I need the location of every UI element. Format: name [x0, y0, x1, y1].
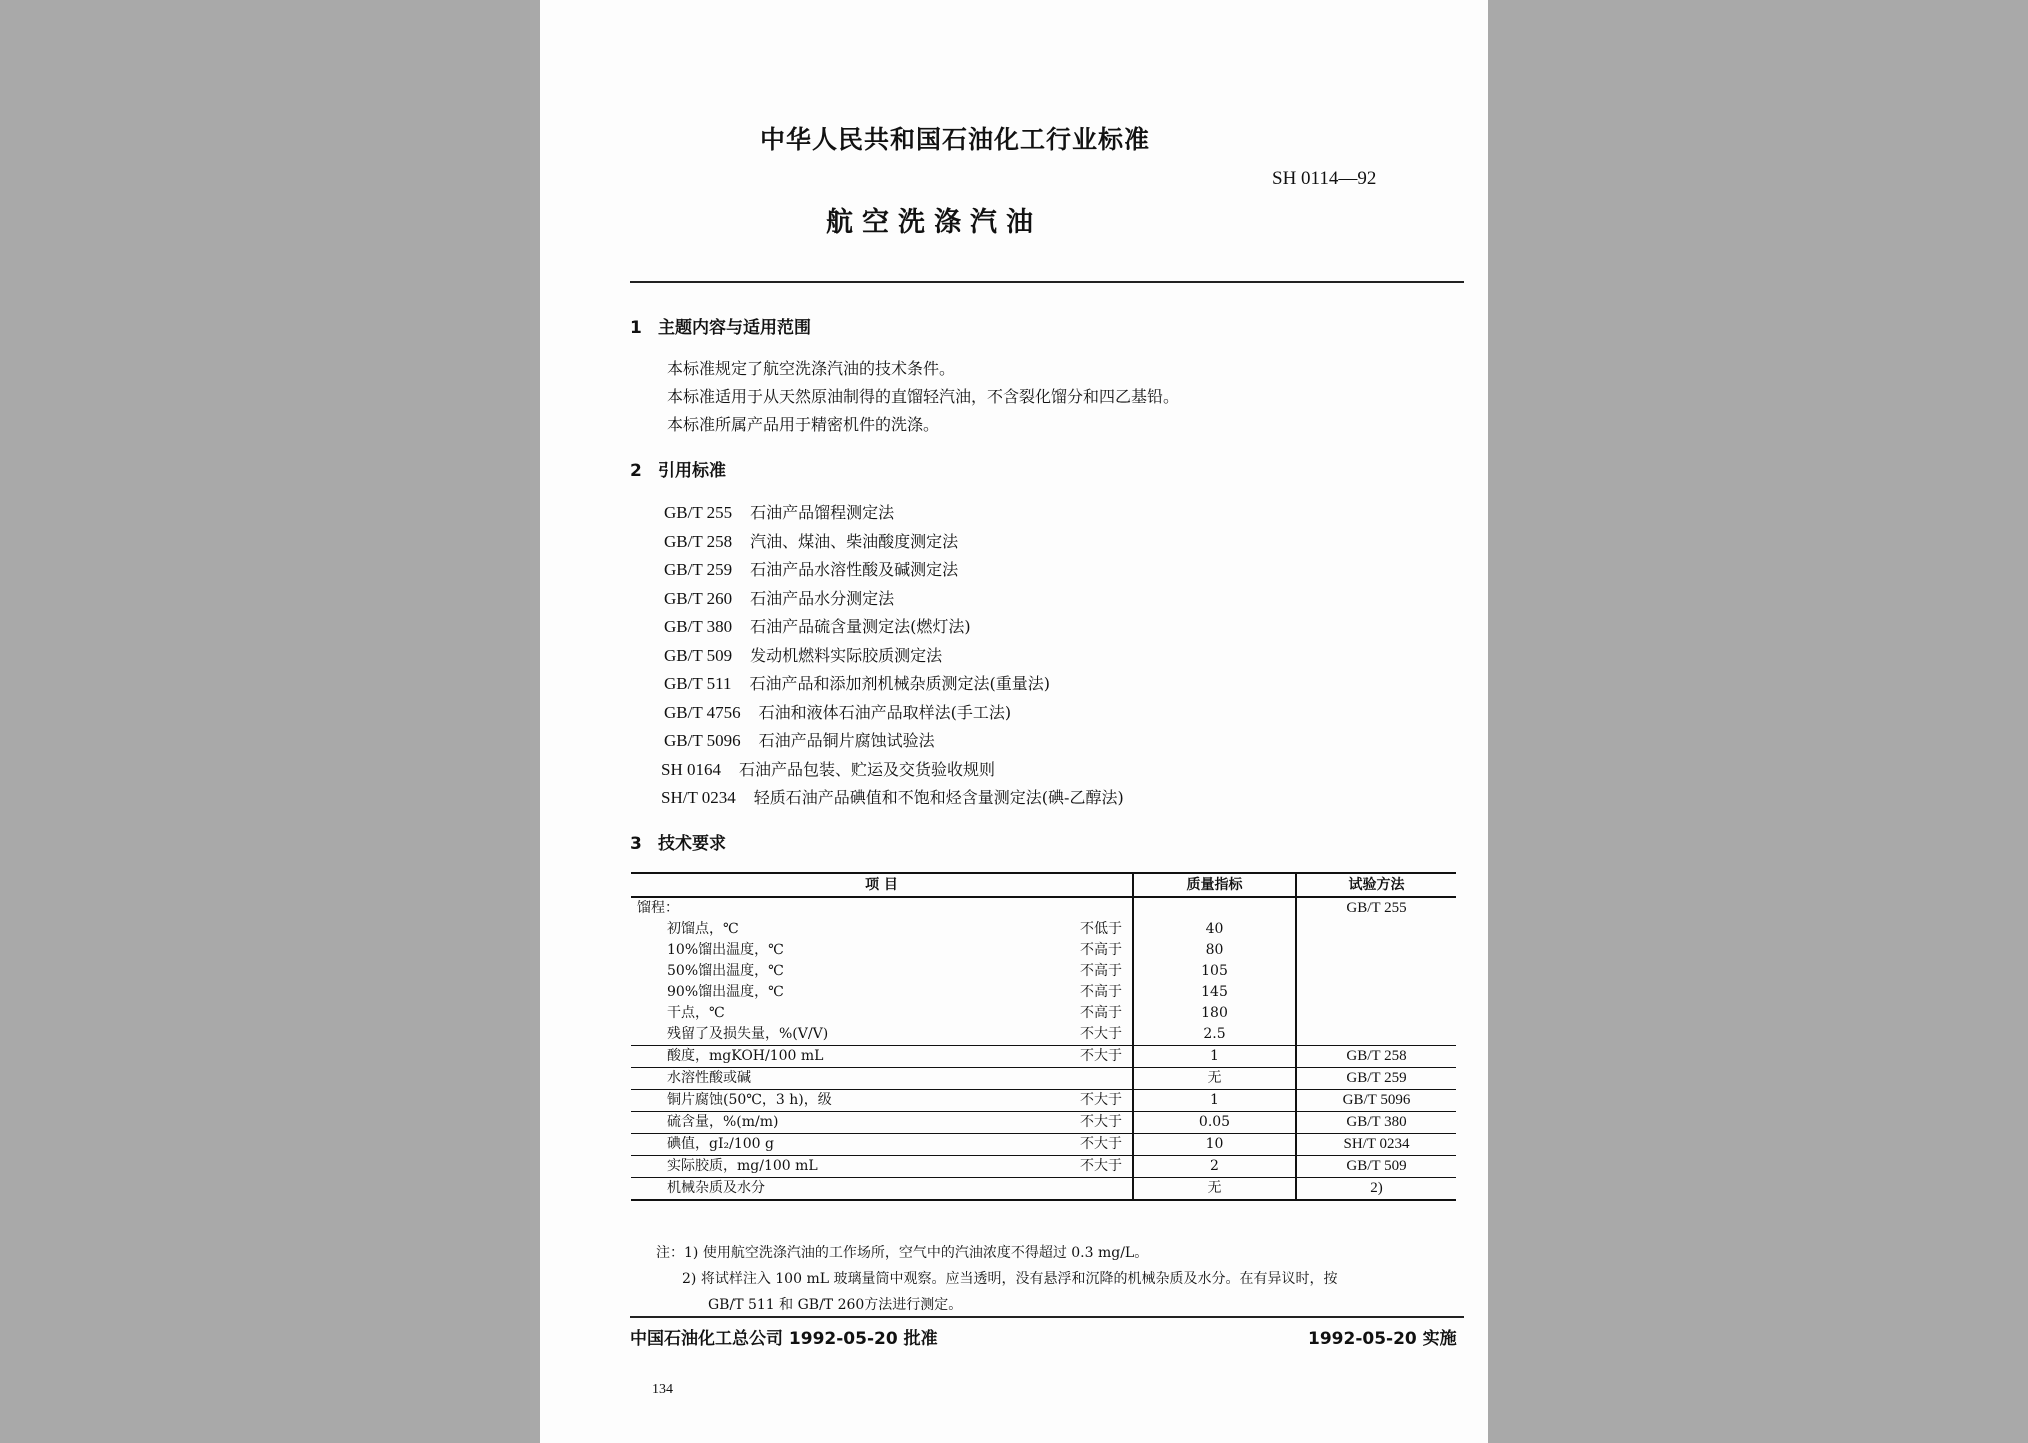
item-value: 2: [1133, 1156, 1296, 1178]
item-method: 2): [1370, 1180, 1383, 1196]
reference-code: GB/T 5096: [664, 731, 741, 750]
item-value: 180: [1133, 1003, 1296, 1024]
reference-item: [664, 500, 894, 523]
item-method: GB/T 5096: [1296, 1090, 1456, 1112]
table-row: [631, 982, 1456, 1003]
page-number: 134: [652, 1382, 673, 1397]
section-title: 技术要求: [658, 834, 726, 854]
reference-name: 石油产品水溶性酸及碱测定法: [750, 560, 959, 579]
distillation-method: GB/T 255: [1346, 900, 1407, 916]
table-row: [631, 897, 1456, 919]
reference-code: GB/T 260: [664, 589, 733, 608]
table-row: [631, 1178, 1456, 1201]
distillation-label: 馏程：: [631, 897, 1133, 919]
item-value: 80: [1133, 940, 1296, 961]
reference-code: GB/T 511: [664, 674, 732, 693]
section-title: 引用标准: [658, 461, 726, 481]
item-limit: 不大于: [1080, 1136, 1122, 1152]
item-name: 50%馏出温度，℃: [667, 963, 784, 979]
reference-code: GB/T 255: [664, 503, 733, 522]
item-name: 酸度，mgKOH/100 mL: [667, 1048, 824, 1064]
note-1: 注：1) 使用航空洗涤汽油的工作场所，空气中的汽油浓度不得超过 0.3 mg/L。: [656, 1245, 1149, 1261]
item-limit: [1122, 1178, 1126, 1199]
item-value: 10: [1133, 1134, 1296, 1156]
implementation-line: 1992-05-20 实施: [1308, 1329, 1457, 1349]
reference-name: 石油产品硫含量测定法(燃灯法): [750, 617, 971, 636]
table-row: [631, 919, 1456, 940]
reference-item: [664, 586, 894, 609]
paragraph: 本标准所属产品用于精密机件的洗涤。: [667, 415, 940, 434]
column-header-spec: 质量指标: [1133, 873, 1296, 897]
reference-code: GB/T 4756: [664, 703, 741, 722]
reference-code: GB/T 259: [664, 560, 733, 579]
issuing-organization: 中华人民共和国石油化工行业标准: [760, 125, 1151, 154]
reference-code: SH/T 0234: [661, 788, 736, 807]
item-limit: 不大于: [1080, 1026, 1122, 1042]
item-name: 碘值，gI₂/100 g: [667, 1136, 774, 1152]
reference-item: [664, 614, 971, 637]
item-method: GB/T 380: [1296, 1112, 1456, 1134]
reference-name: 石油产品包装、贮运及交货验收规则: [738, 760, 995, 779]
table-row: [631, 1068, 1456, 1090]
note-2: 2) 将试样注入 100 mL 玻璃量筒中观察。应当透明，没有悬浮和沉降的机械杂质及水分。在有异议时，按: [682, 1271, 1338, 1287]
reference-item: [661, 785, 1124, 808]
item-limit: 不高于: [1080, 963, 1122, 979]
item-method: SH/T 0234: [1296, 1134, 1456, 1156]
column-header-method: 试验方法: [1296, 873, 1456, 897]
item-limit: 不高于: [1080, 1005, 1122, 1021]
section-number: 2: [630, 461, 642, 481]
table-header-row: [631, 873, 1456, 897]
table-row: [631, 1024, 1456, 1046]
item-limit: 不高于: [1080, 942, 1122, 958]
document-title: 航空洗涤汽油: [826, 207, 1042, 238]
standard-code: SH 0114—92: [1272, 168, 1377, 189]
item-value: 1: [1133, 1046, 1296, 1068]
paragraph: 本标准规定了航空洗涤汽油的技术条件。: [667, 359, 956, 378]
header-divider: [630, 281, 1464, 283]
item-limit: 不大于: [1080, 1092, 1122, 1108]
reference-code: SH 0164: [661, 760, 721, 779]
item-method: GB/T 259: [1296, 1068, 1456, 1090]
section-2-heading: [630, 456, 726, 481]
table-row: [631, 1090, 1456, 1112]
item-name: 水溶性酸或碱: [667, 1070, 751, 1086]
item-name: 残留了及损失量，%(V/V): [667, 1026, 829, 1042]
table-row: [631, 1046, 1456, 1068]
item-limit: 不高于: [1080, 984, 1122, 1000]
reference-item: [664, 671, 1050, 694]
reference-item: [661, 757, 995, 780]
section-number: 1: [630, 318, 642, 338]
reference-code: GB/T 509: [664, 646, 733, 665]
reference-name: 石油产品和添加剂机械杂质测定法(重量法): [749, 674, 1051, 693]
section-3-heading: [630, 829, 726, 854]
reference-name: 石油和液体石油产品取样法(手工法): [758, 703, 1012, 722]
reference-item: [664, 728, 935, 751]
item-value: 无: [1133, 1178, 1296, 1201]
reference-name: 发动机燃料实际胶质测定法: [750, 646, 943, 665]
item-limit: 不大于: [1080, 1114, 1122, 1130]
section-number: 3: [630, 834, 642, 854]
table-row: [631, 961, 1456, 982]
item-name: 90%馏出温度，℃: [667, 984, 784, 1000]
technical-requirements-table: [631, 872, 1456, 1201]
item-limit: 不低于: [1080, 921, 1122, 937]
section-title: 主题内容与适用范围: [658, 318, 811, 338]
item-name: 实际胶质，mg/100 mL: [667, 1158, 818, 1174]
item-name: 干点，℃: [667, 1005, 725, 1021]
table-row: [631, 1003, 1456, 1024]
table-row: [631, 1156, 1456, 1178]
reference-name: 轻质石油产品碘值和不饱和烃含量测定法(碘-乙醇法): [753, 788, 1124, 807]
document-page: [540, 0, 1488, 1443]
approval-line: 中国石油化工总公司 1992-05-20 批准: [630, 1329, 938, 1349]
item-limit: 不大于: [1080, 1048, 1122, 1064]
item-value: 1: [1133, 1090, 1296, 1112]
item-value: 2.5: [1133, 1024, 1296, 1046]
reference-code: GB/T 258: [664, 532, 733, 551]
reference-item: [664, 643, 942, 666]
item-name: 铜片腐蚀(50℃，3 h)，级: [667, 1092, 832, 1108]
item-name: 硫含量，%(m/m): [667, 1114, 779, 1130]
reference-item: [664, 557, 958, 580]
section-1-heading: [630, 313, 811, 338]
item-method: GB/T 509: [1296, 1156, 1456, 1178]
item-value: 无: [1133, 1068, 1296, 1090]
reference-name: 汽油、煤油、柴油酸度测定法: [750, 532, 959, 551]
reference-item: [664, 700, 1011, 723]
item-limit: [1122, 1068, 1126, 1089]
column-header-item: 项 目: [631, 873, 1133, 897]
table-row: [631, 1112, 1456, 1134]
reference-code: GB/T 380: [664, 617, 733, 636]
reference-name: 石油产品铜片腐蚀试验法: [758, 731, 935, 750]
item-value: 105: [1133, 961, 1296, 982]
item-name: 初馏点，℃: [667, 921, 739, 937]
item-name: 机械杂质及水分: [667, 1180, 765, 1196]
item-limit: 不大于: [1080, 1158, 1122, 1174]
item-value: 145: [1133, 982, 1296, 1003]
table-row: [631, 1134, 1456, 1156]
reference-name: 石油产品水分测定法: [750, 589, 895, 608]
footer-divider: [630, 1316, 1464, 1318]
paragraph: 本标准适用于从天然原油制得的直馏轻汽油，不含裂化馏分和四乙基铅。: [667, 387, 1180, 406]
item-value: 40: [1133, 919, 1296, 940]
reference-item: [664, 529, 958, 552]
reference-name: 石油产品馏程测定法: [750, 503, 895, 522]
table-row: [631, 940, 1456, 961]
item-name: 10%馏出温度，℃: [667, 942, 784, 958]
note-2-continued: GB/T 511 和 GB/T 260方法进行测定。: [708, 1297, 963, 1313]
item-method: GB/T 258: [1296, 1046, 1456, 1068]
item-value: 0.05: [1133, 1112, 1296, 1134]
